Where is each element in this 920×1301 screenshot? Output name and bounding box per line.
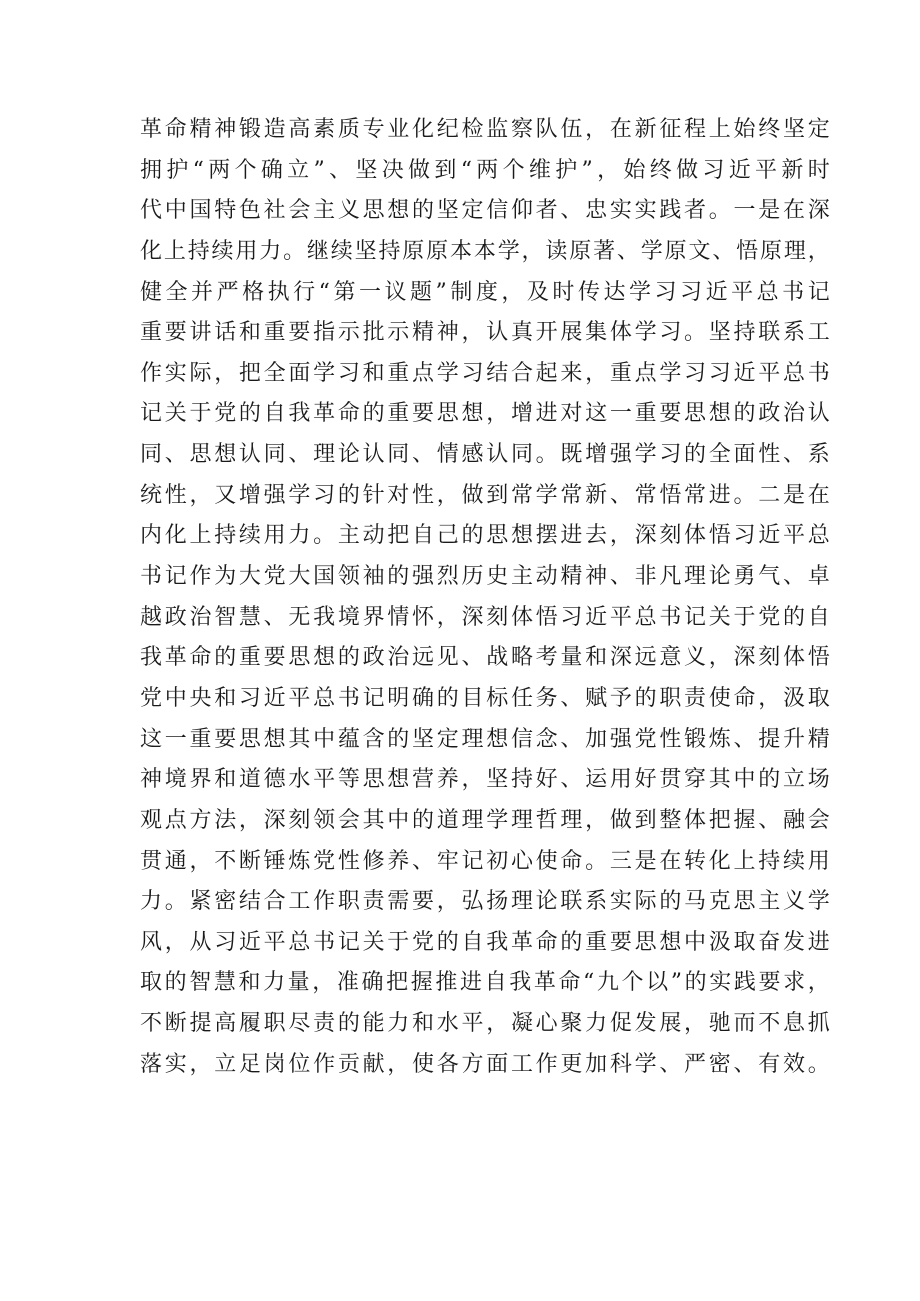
- text-line: 这一重要思想其中蕴含的坚定理想信念、加强党性锻炼、提升精: [140, 726, 830, 752]
- text-line: 风，从习近平总书记关于党的自我革命的重要思想中汲取奋发进: [140, 929, 830, 955]
- text-line: 力。紧密结合工作职责需要，弘扬理论联系实际的马克思主义学: [140, 889, 830, 915]
- text-line: 作实际，把全面学习和重点学习结合起来，重点学习习近平总书: [140, 360, 830, 386]
- text-line: 重要讲话和重要指示批示精神，认真开展集体学习。坚持联系工: [140, 320, 830, 346]
- text-line: 内化上持续用力。主动把自己的思想摆进去，深刻体悟习近平总: [140, 523, 830, 549]
- body-paragraph: [140, 110, 830, 1085]
- text-line: 不断提高履职尽责的能力和水平，凝心聚力促发展，驰而不息抓: [140, 1011, 830, 1037]
- text-line: 我革命的重要思想的政治远见、战略考量和深远意义，深刻体悟: [140, 645, 830, 671]
- text-line: 同、思想认同、理论认同、情感认同。既增强学习的全面性、系: [140, 442, 830, 468]
- text-line: 落实，立足岗位作贡献，使各方面工作更加科学、严密、有效。: [140, 1051, 830, 1077]
- text-line: 化上持续用力。继续坚持原原本本学，读原著、学原文、悟原理，: [140, 238, 830, 264]
- text-line: 代中国特色社会主义思想的坚定信仰者、忠实实践者。一是在深: [140, 198, 830, 224]
- text-line: 健全并严格执行“第一议题”制度，及时传达学习习近平总书记: [140, 279, 830, 305]
- text-line: 革命精神锻造高素质专业化纪检监察队伍，在新征程上始终坚定: [140, 117, 830, 142]
- text-line: 统性，又增强学习的针对性，做到常学常新、常悟常进。二是在: [140, 482, 830, 508]
- text-line: 取的智慧和力量，准确把握推进自我革命“九个以”的实践要求，: [140, 970, 830, 996]
- text-line: 拥护“两个确立”、坚决做到“两个维护”，始终做习近平新时: [140, 157, 830, 183]
- text-line: 越政治智慧、无我境界情怀，深刻体悟习近平总书记关于党的自: [140, 604, 830, 630]
- text-line: 记关于党的自我革命的重要思想，增进对这一重要思想的政治认: [140, 401, 830, 427]
- text-line: 神境界和道德水平等思想营养，坚持好、运用好贯穿其中的立场: [140, 767, 830, 793]
- text-line: 贯通，不断锤炼党性修养、牢记初心使命。三是在转化上持续用: [140, 848, 830, 874]
- text-line: 党中央和习近平总书记明确的目标任务、赋予的职责使命，汲取: [140, 685, 830, 711]
- text-line: 书记作为大党大国领袖的强烈历史主动精神、非凡理论勇气、卓: [140, 564, 830, 590]
- text-line: 观点方法，深刻领会其中的道理学理哲理，做到整体把握、融会: [140, 807, 830, 833]
